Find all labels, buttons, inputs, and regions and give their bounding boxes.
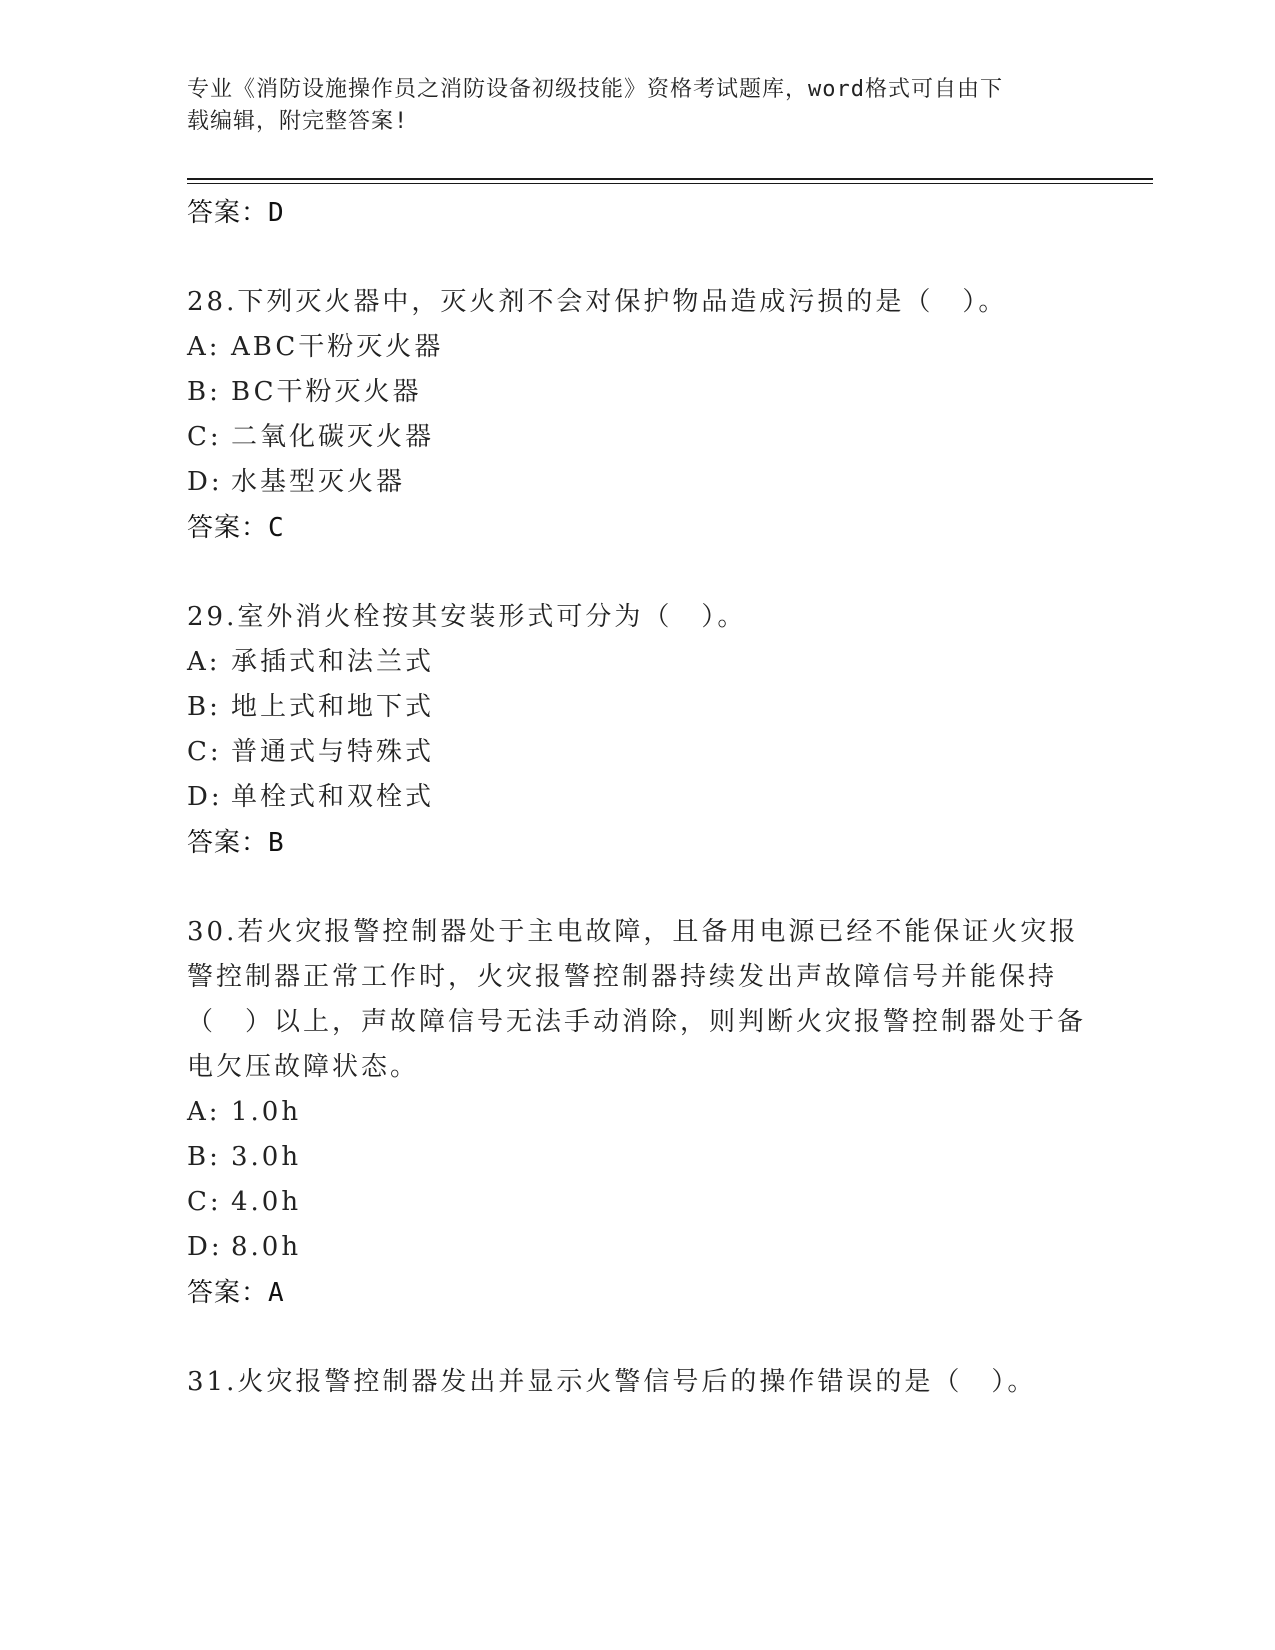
- option-letter: A:: [187, 1097, 221, 1127]
- option-letter: A:: [187, 332, 221, 362]
- question-text: 29.室外消火栓按其安装形式可分为（ ）。: [187, 602, 747, 632]
- option-text: ABC干粉灭火器: [231, 332, 444, 362]
- option-letter: B:: [187, 377, 221, 407]
- option-text: 单栓式和双栓式: [231, 782, 435, 812]
- option-letter: A:: [187, 647, 221, 677]
- header-line-2: 载编辑，附完整答案!: [187, 109, 409, 134]
- option-text: 3.0h: [231, 1142, 302, 1172]
- question-text: 28.下列灭火器中，灭火剂不会对保护物品造成污损的是（ ）。: [187, 287, 1008, 317]
- option-b: [187, 370, 1087, 415]
- option-text: 地上式和地下式: [231, 692, 435, 722]
- question-28: [187, 280, 1087, 551]
- option-a: [187, 640, 1087, 685]
- document-header: [187, 74, 1067, 138]
- option-text: 二氧化碳灭火器: [231, 422, 435, 452]
- question-list: [187, 190, 1087, 1405]
- option-d: [187, 775, 1087, 820]
- option-c: [187, 730, 1087, 775]
- header-divider-thick: [187, 178, 1153, 180]
- option-c: [187, 415, 1087, 460]
- option-letter: B:: [187, 692, 221, 722]
- option-letter: D:: [187, 467, 223, 497]
- option-letter: D:: [187, 1232, 223, 1262]
- option-c: [187, 1180, 1087, 1225]
- option-text: 8.0h: [231, 1232, 302, 1262]
- spacer: [187, 1316, 1087, 1360]
- question-31: [187, 1360, 1087, 1405]
- spacer: [187, 551, 1087, 595]
- option-a: [187, 325, 1087, 370]
- answer: 答案：A: [187, 1278, 285, 1308]
- option-b: [187, 1135, 1087, 1180]
- option-a: [187, 1090, 1087, 1135]
- header-divider-thin: [187, 183, 1153, 184]
- option-d: [187, 460, 1087, 505]
- option-letter: C:: [187, 422, 222, 452]
- question-29: [187, 595, 1087, 866]
- spacer: [187, 236, 1087, 280]
- question-30: [187, 910, 1087, 1316]
- question-text: 30.若火灾报警控制器处于主电故障，且备用电源已经不能保证火灾报警控制器正常工作时，火灾报警控制器持续发出声故障信号并能保持（ ）以上，声故障信号无法手动消除，则判断火灾报警控制器处于备电欠压故障状态。: [187, 917, 1087, 1082]
- spacer: [187, 866, 1087, 910]
- answer: 答案：C: [187, 513, 285, 543]
- option-text: BC干粉灭火器: [231, 377, 422, 407]
- question-text: 31.火灾报警控制器发出并显示火警信号后的操作错误的是（ ）。: [187, 1367, 1037, 1397]
- option-text: 1.0h: [231, 1097, 302, 1127]
- answer: 答案：B: [187, 828, 285, 858]
- option-b: [187, 685, 1087, 730]
- option-text: 承插式和法兰式: [231, 647, 435, 677]
- option-letter: B:: [187, 1142, 221, 1172]
- option-d: [187, 1225, 1087, 1270]
- option-letter: D:: [187, 782, 223, 812]
- option-letter: C:: [187, 737, 222, 767]
- option-text: 4.0h: [231, 1187, 302, 1217]
- previous-answer: 答案：D: [187, 198, 285, 228]
- header-line-1: 专业《消防设施操作员之消防设备初级技能》资格考试题库，word格式可自由下: [187, 77, 1003, 102]
- option-text: 水基型灭火器: [231, 467, 406, 497]
- option-letter: C:: [187, 1187, 222, 1217]
- option-text: 普通式与特殊式: [231, 737, 435, 767]
